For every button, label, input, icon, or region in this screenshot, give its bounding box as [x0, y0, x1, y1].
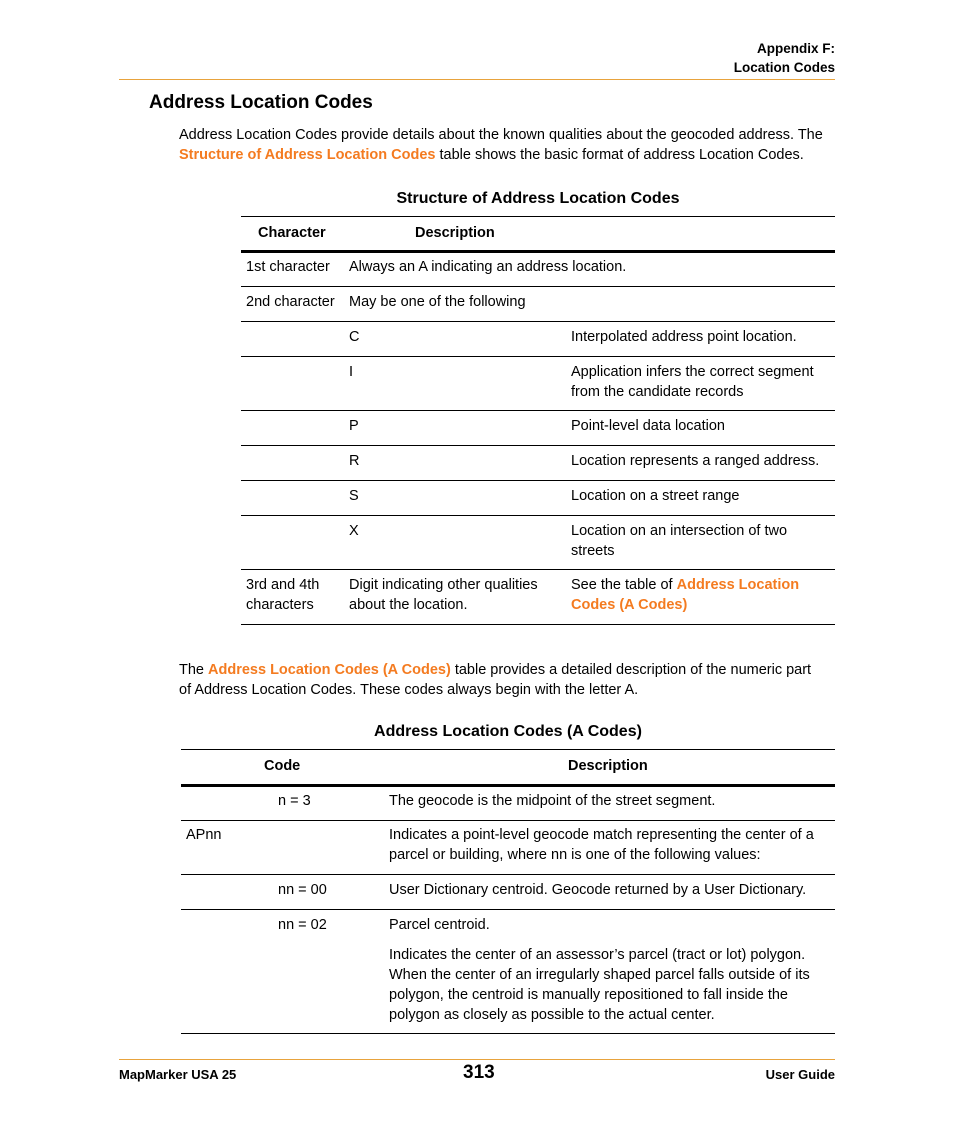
para2-text-pre: The [179, 662, 209, 678]
table2-row4-detail-line1: Indicates the center of an assessor’s parcel (tract or lot) polygon. [389, 947, 806, 963]
running-header [734, 39, 835, 77]
table1-row3-meaning: Interpolated address point location. [571, 329, 797, 345]
table2-row1-description: The geocode is the midpoint of the street segment. [389, 793, 716, 809]
table1-row7-meaning: Location on a street range [571, 488, 740, 504]
table1-row-rule [241, 515, 835, 516]
a-codes-table-link-line2[interactable]: Codes (A Codes) [571, 597, 688, 613]
footer-product: MapMarker USA 25 [119, 1067, 237, 1082]
table1-row9-reference [571, 575, 799, 615]
table2-row2-description [389, 825, 814, 865]
table2-top-rule [181, 749, 835, 750]
table1-row9-description-line2: about the location. [349, 597, 468, 613]
table2-row4-description: Parcel centroid. [389, 917, 490, 933]
table1-row8-meaning [571, 521, 787, 561]
table1-row5-code: P [349, 418, 359, 434]
table1-row4-code: I [349, 364, 354, 380]
table1-row-rule [241, 410, 835, 411]
table1-row8-code: X [349, 523, 359, 539]
table1-row-rule [241, 569, 835, 570]
table1-row9-character [246, 575, 319, 615]
para2-text-post: table provides a detailed description of the numeric part [450, 662, 812, 678]
a-codes-link[interactable]: Address Location Codes (A Codes) [208, 662, 451, 678]
table1-header-character: Character [258, 225, 326, 241]
intro-text-line2: table shows the basic format of address Location Codes. [435, 147, 804, 163]
table1-row7-code: S [349, 488, 359, 504]
table2-row4-code: nn = 02 [278, 917, 327, 933]
table1-row9-description [349, 575, 538, 615]
table2-row-rule [181, 820, 835, 821]
table2-caption: Address Location Codes (A Codes) [374, 723, 642, 740]
a-codes-paragraph [179, 660, 835, 700]
table1-row-rule [241, 445, 835, 446]
table1-top-rule [241, 216, 835, 217]
table1-row8-meaning-line2: streets [571, 543, 615, 559]
table1-row9-reference-text: See the table of [571, 577, 677, 593]
a-codes-table-link[interactable]: Address Location [676, 577, 800, 593]
table1-row9-description-line1: Digit indicating other qualities [349, 577, 538, 593]
table1-bottom-rule [241, 624, 835, 625]
intro-paragraph [179, 125, 839, 165]
table1-row-rule [241, 356, 835, 357]
table1-row4-meaning-line1: Application infers the correct segment [571, 364, 814, 380]
footer-rule [119, 1059, 835, 1060]
table1-row-rule [241, 321, 835, 322]
table1-row4-meaning [571, 362, 814, 402]
structure-table-link[interactable]: Structure of Address Location Codes [179, 147, 436, 163]
table1-row8-meaning-line1: Location on an intersection of two [571, 523, 788, 539]
table1-row9-character-line2: characters [246, 597, 314, 613]
table2-header-rule [181, 784, 835, 787]
table2-row4-detail-line2: When the center of an irregularly shaped parcel falls outside of its [389, 967, 810, 983]
table1-row1-character: 1st character [246, 259, 330, 275]
header-rule [119, 79, 835, 80]
table1-row6-meaning: Location represents a ranged address. [571, 453, 820, 469]
table2-row2-description-line1: Indicates a point-level geocode match representing the center of a [389, 827, 814, 843]
table1-row2-description: May be one of the following [349, 294, 526, 310]
table1-row9-character-line1: 3rd and 4th [246, 577, 320, 593]
table2-row4-detail [389, 945, 810, 1025]
para2-text-line2: of Address Location Codes. These codes always begin with the letter A. [179, 682, 639, 698]
table1-header-description: Description [415, 225, 495, 241]
header-appendix: Appendix F: [757, 41, 835, 56]
table2-row4-detail-line3: polygon, the centroid is manually repositioned to fall inside the [389, 987, 788, 1003]
table1-row6-code: R [349, 453, 360, 469]
table2-bottom-rule [181, 1033, 835, 1034]
table1-row3-code: C [349, 329, 360, 345]
table1-caption: Structure of Address Location Codes [396, 190, 680, 207]
table2-row2-description-line2: parcel or building, where nn is one of the following values: [389, 847, 761, 863]
table2-row4-detail-line4: polygon as closely as possible to the actual center. [389, 1007, 715, 1023]
intro-text-line1: Address Location Codes provide details about the known qualities about the geocoded address. The [179, 127, 823, 143]
table1-row-rule [241, 480, 835, 481]
page-number: 313 [463, 1062, 495, 1083]
table2-row-rule [181, 874, 835, 875]
table2-header-code: Code [264, 758, 301, 774]
header-section: Location Codes [733, 60, 835, 75]
table1-row-rule [241, 286, 835, 287]
table1-header-rule [241, 250, 835, 253]
table2-row3-description: User Dictionary centroid. Geocode returned by a User Dictionary. [389, 882, 807, 898]
table1-row5-meaning: Point-level data location [571, 418, 725, 434]
table1-row2-character: 2nd character [246, 294, 335, 310]
page-title: Address Location Codes [149, 92, 373, 113]
table1-row1-description: Always an A indicating an address location. [349, 259, 627, 275]
footer-guide: User Guide [765, 1067, 835, 1082]
table2-header-description: Description [568, 758, 648, 774]
table1-row4-meaning-line2: from the candidate records [571, 384, 744, 400]
table2-row3-code: nn = 00 [278, 882, 327, 898]
table2-row-rule [181, 909, 835, 910]
table2-row1-code: n = 3 [278, 793, 311, 809]
table2-row2-code: APnn [186, 827, 222, 843]
